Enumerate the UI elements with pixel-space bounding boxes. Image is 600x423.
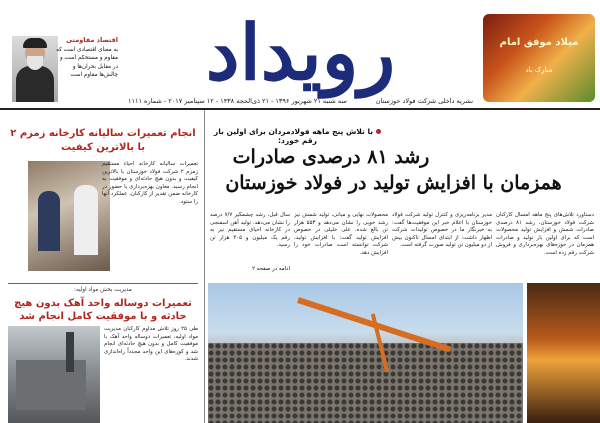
issue-date-line: سه شنبه ۲۱ شهریور ۱۳۹۶ - ۲۱ ذی‌الحجه ۱۴۳۸ - ۱۲ سپتامبر ۲۰۱۷ - شماره ۱۱۱۱ — [128, 97, 347, 105]
lead-headline: رشد ۸۱ درصدی صادرات — [232, 146, 430, 168]
left-bottom-kicker: مدیریت بخش مواد اولیه: — [74, 287, 132, 293]
left-bottom-title: تعمیرات دوساله واحد آهک بدون هیچ حادثه و با موفقیت کامل انجام شد — [14, 298, 192, 322]
lead-column-3: محصولات نهایی و میانی، تولید شمش نیز رشد خوبی را نشان می‌دهد و ۵۵۳ هزار تن بالغ شده. علی خلیلی در خصوص افزایش تولید گفت: با افزایش تولید، شرکت توانسته است صادرات خود را افزایش دهد. — [294, 212, 388, 256]
banner-title: میلاد موفق امام — [499, 37, 579, 48]
left-top-photo — [28, 161, 110, 271]
lead-photo-ore-pile — [208, 283, 523, 423]
continued-link[interactable]: ادامه در صفحه ۲ — [252, 266, 290, 272]
left-bottom-body: طی ۲۵ روز تلاش مداوم کارکنان مدیریت مواد اولیه، تعمیرات دوساله واحد آهک با موفقیت کامل و بدون هیچ حادثه‌ای انجام شد و کوره‌های این واحد مجدداً راه‌اندازی شدند. — [104, 326, 198, 363]
lead-subheadline: همزمان با افزایش تولید در فولاد خوزستان — [225, 172, 562, 194]
quote-label: اقتصاد مقاومتی — [65, 36, 118, 44]
lead-column-2: مدیر برنامه‌ریزی و کنترل تولید شرکت فولاد خوزستان با اعلام خبر این موفقیت‌ها گفت: به خبرنگار ما در خصوص تولیدات شرکت اظهار داشت: از ابتدای امسال تاکنون بیش از دو میلیون تن تولید صورت گرفته است. — [392, 212, 492, 249]
story-divider — [8, 283, 198, 284]
left-bottom-photo — [8, 326, 100, 423]
bullet-icon — [376, 129, 381, 134]
lead-photo-furnace — [527, 283, 600, 423]
edition-line — [128, 95, 473, 107]
lead-column-4: سال قبل، رشد چشمگیر ۷/۷ درصد را نشان می‌دهد. تولید آهن اسفنجی در کارخانه احیای مستقیم نیز به رقم یک میلیون و ۴۰۵ هزار تن رسید. — [210, 212, 290, 249]
left-top-story — [8, 127, 198, 277]
left-top-title: انجام تعمیرات سالیانه کارخانه زمزم ۲ با بالاترین کیفیت — [10, 128, 196, 153]
lead-kicker-text: با تلاش پنج ماهه فولادمردان برای اولین بار رقم خورد: — [213, 127, 374, 145]
publisher-line: نشریه داخلی شرکت فولاد خوزستان — [375, 97, 473, 105]
banner-subtitle: مبارک باد — [525, 66, 553, 74]
celebration-banner — [483, 14, 595, 102]
newspaper-logo: رویداد — [205, 8, 396, 97]
left-top-body: تعمیرات سالیانه کارخانه احیاء مستقیم زمزم ۲ شرکت فولاد خوزستان با بالاترین کیفیت و بدون هیچ حادثه‌ای و موفقیت به انجام رسید. معاون بهره‌برداری با حضور در کارخانه ضمن تقدیر از کارکنان، عملکرد آنها را ستود. — [102, 161, 198, 205]
masthead — [0, 0, 600, 110]
quote-box — [4, 36, 122, 106]
lead-kicker — [210, 127, 385, 145]
leader-portrait — [12, 36, 58, 102]
lead-column-1: دستاورد تلاش‌های پنج ماهه امسال کارکنان شرکت فولاد خوزستان، رشد ۸۱ درصدی صادرات شمش و افزایش تولید محصولات است که برای اولین بار تولید و صادرات همزمان در حوزه‌های بهره‌برداری و فروش شرکت رقم زده است. — [496, 212, 594, 256]
quote-body: به معنای اقتصادی است که مقاوم و مستحکم است و در مقابل بحران‌ها و چالش‌ها مقاوم است — [56, 47, 118, 79]
